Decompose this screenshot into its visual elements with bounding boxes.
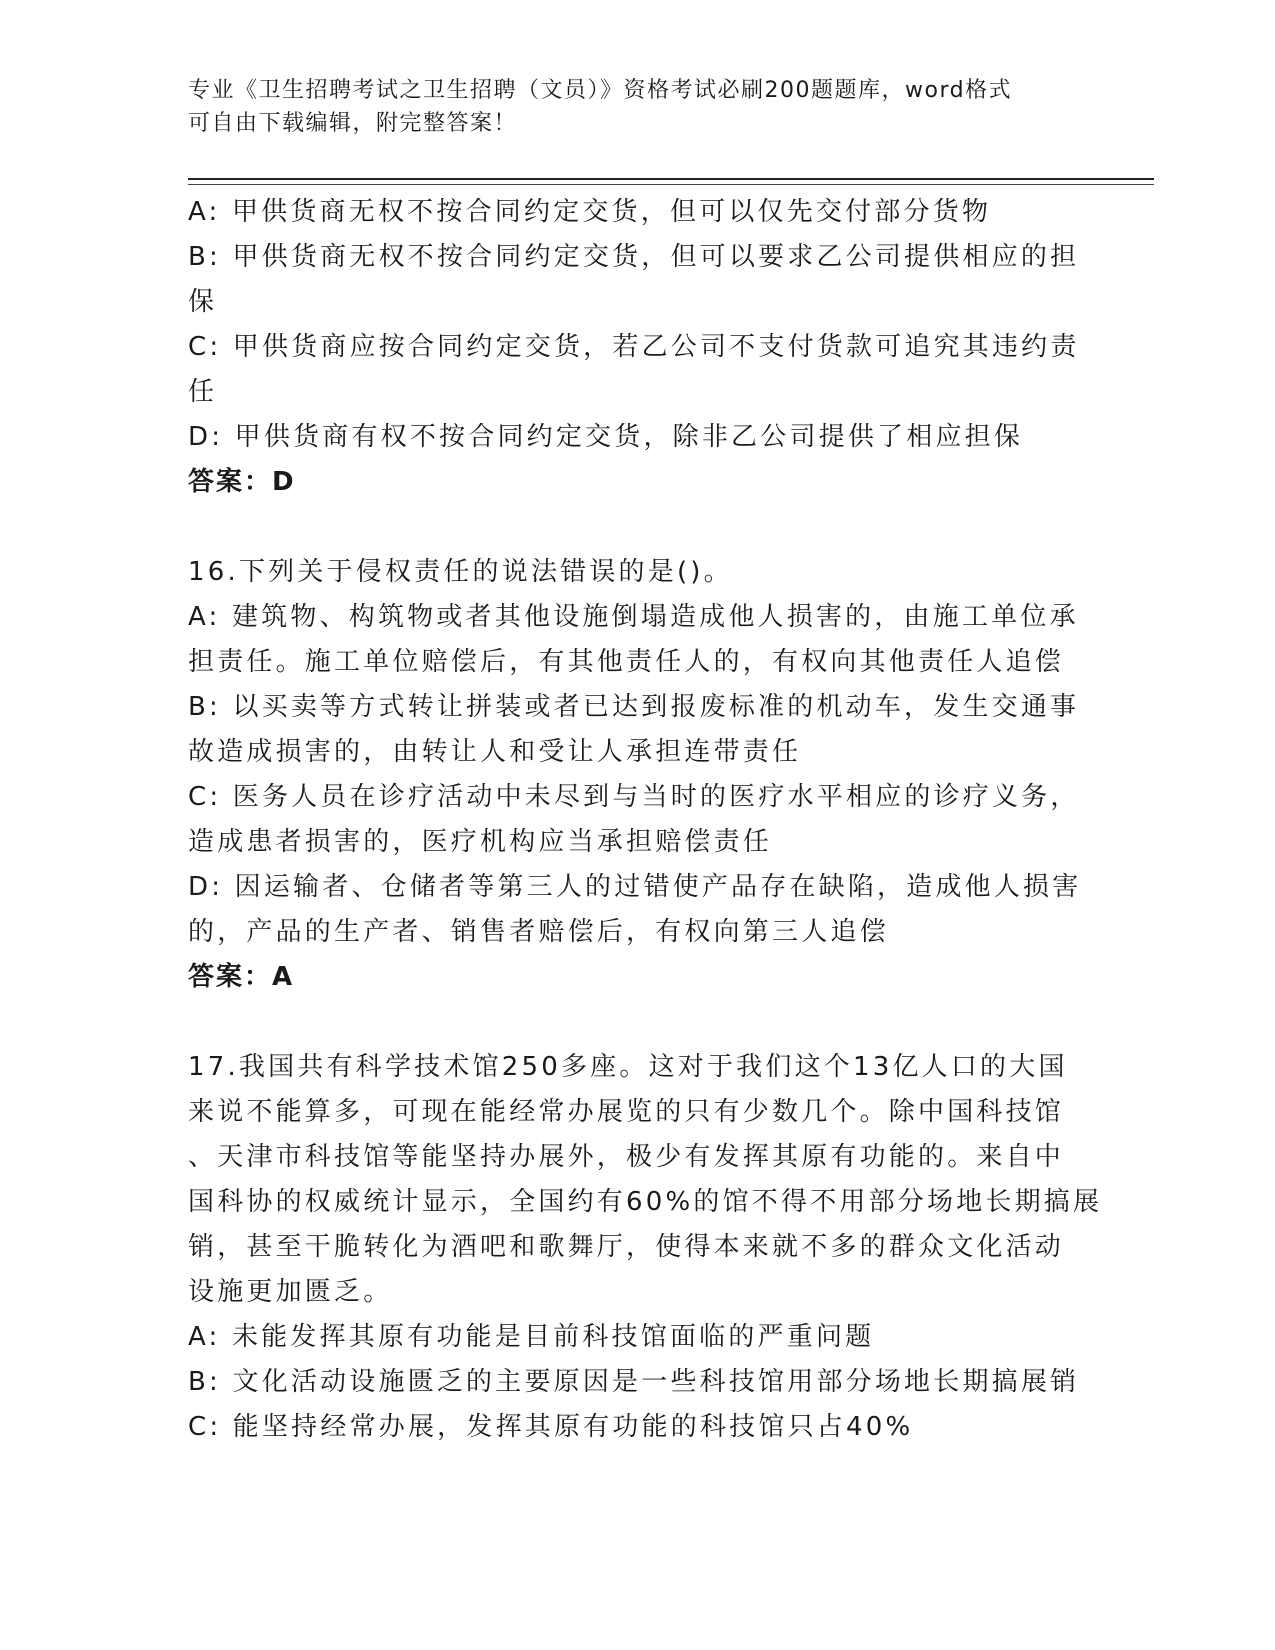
document-header <box>188 74 1068 140</box>
option-a: A: 建筑物、构筑物或者其他设施倒塌造成他人损害的，由施工单位承 <box>188 602 1079 632</box>
header-line-2: 可自由下载编辑，附完整答案！ <box>188 111 518 136</box>
question-stem-line: 、天津市科技馆等能坚持办展外，极少有发挥其原有功能的。来自中 <box>188 1142 1065 1172</box>
answer-line: 答案：A <box>188 962 295 992</box>
header-rule-thick <box>188 178 1154 180</box>
option-d: D: 因运输者、仓储者等第三人的过错使产品存在缺陷，造成他人损害 <box>188 872 1082 902</box>
header-line-1: 专业《卫生招聘考试之卫生招聘（文员）》资格考试必刷200题题库，word格式 <box>188 78 1013 103</box>
question-17-block <box>188 1045 1103 1450</box>
question-stem-line: 设施更加匮乏。 <box>188 1277 393 1307</box>
option-b: B: 甲供货商无权不按合同约定交货，但可以要求乙公司提供相应的担 <box>188 242 1080 272</box>
question-stem: 16.下列关于侵权责任的说法错误的是()。 <box>188 557 733 587</box>
question-stem-line: 17.我国共有科学技术馆250多座。这对于我们这个13亿人口的大国 <box>188 1052 1068 1082</box>
spacer <box>188 1000 1078 1045</box>
question-stem-line: 国科协的权威统计显示，全国约有60%的馆不得不用部分场地长期搞展 <box>188 1187 1103 1217</box>
option-d: D: 甲供货商有权不按合同约定交货，除非乙公司提供了相应担保 <box>188 422 1024 452</box>
option-b-continued: 故造成损害的，由转让人和受让人承担连带责任 <box>188 737 802 767</box>
option-a: A: 甲供货商无权不按合同约定交货，但可以仅先交付部分货物 <box>188 197 992 227</box>
header-rule-thin <box>188 184 1154 185</box>
option-b-continued: 保 <box>188 287 218 317</box>
question-stem-line: 销，甚至干脆转化为酒吧和歌舞厅，使得本来就不多的群众文化活动 <box>188 1232 1065 1262</box>
question-stem-line: 来说不能算多，可现在能经常办展览的只有少数几个。除中国科技馆 <box>188 1097 1065 1127</box>
option-c: C: 医务人员在诊疗活动中未尽到与当时的医疗水平相应的诊疗义务， <box>188 782 1080 812</box>
question-content <box>188 190 1103 1450</box>
option-c-continued: 任 <box>188 377 218 407</box>
option-b: B: 以买卖等方式转让拼装或者已达到报废标准的机动车，发生交通事 <box>188 692 1080 722</box>
spacer <box>188 505 1078 550</box>
question-15-block <box>188 190 1078 505</box>
option-a: A: 未能发挥其原有功能是目前科技馆面临的严重问题 <box>188 1322 875 1352</box>
option-a-continued: 担责任。施工单位赔偿后，有其他责任人的，有权向其他责任人追偿 <box>188 647 1065 677</box>
answer-line: 答案：D <box>188 467 296 497</box>
option-c: C: 甲供货商应按合同约定交货，若乙公司不支付货款可追究其违约责 <box>188 332 1080 362</box>
option-c: C: 能坚持经常办展，发挥其原有功能的科技馆只占40% <box>188 1412 914 1442</box>
option-c-continued: 造成患者损害的，医疗机构应当承担赔偿责任 <box>188 827 773 857</box>
option-b: B: 文化活动设施匮乏的主要原因是一些科技馆用部分场地长期搞展销 <box>188 1367 1080 1397</box>
question-16-block <box>188 550 1082 1000</box>
option-d-continued: 的，产品的生产者、销售者赔偿后，有权向第三人追偿 <box>188 917 889 947</box>
